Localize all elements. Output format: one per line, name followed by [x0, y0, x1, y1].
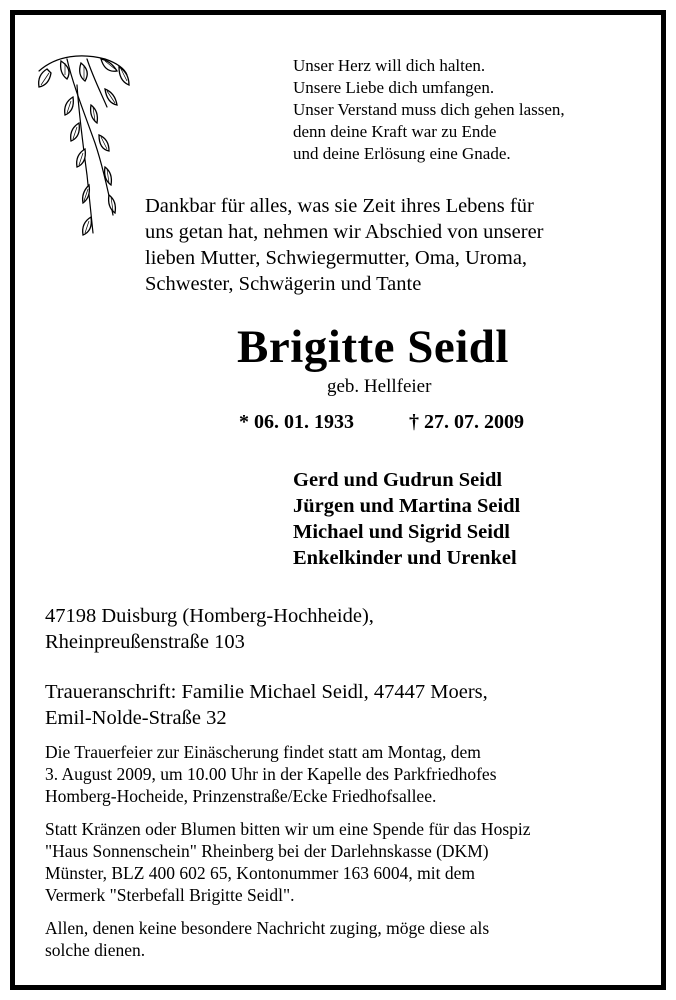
death-date: † 27. 07. 2009	[409, 411, 524, 433]
intro-line: Dankbar für alles, was sie Zeit ihres Lebens für	[145, 195, 534, 217]
donation-line: Vermerk "Sterbefall Brigitte Seidl".	[45, 885, 295, 905]
obituary-frame	[10, 10, 666, 990]
funeral-notice	[45, 741, 497, 807]
donation-line: Münster, BLZ 400 602 65, Kontonummer 163 6004, mit dem	[45, 863, 475, 883]
mourner-line: Gerd und Gudrun Seidl	[293, 469, 503, 491]
intro-line: lieben Mutter, Schwiegermutter, Oma, Uroma,	[145, 247, 528, 269]
intro-line: uns getan hat, nehmen wir Abschied von unserer	[145, 221, 544, 243]
poem-line: denn deine Kraft war zu Ende	[293, 122, 497, 141]
donation-notice	[45, 818, 531, 906]
donation-line: Statt Kränzen oder Blumen bitten wir um eine Spende für das Hospiz	[45, 819, 531, 839]
residence-address	[45, 603, 374, 655]
contact-line: Traueranschrift: Familie Michael Seidl, 47447 Moers,	[45, 681, 488, 703]
birth-date: * 06. 01. 1933	[239, 411, 354, 433]
funeral-line: Homberg-Hocheide, Prinzenstraße/Ecke Friedhofsallee.	[45, 786, 437, 806]
poem-line: Unser Verstand muss dich gehen lassen,	[293, 100, 565, 119]
mourner-line: Jürgen und Martina Seidl	[293, 495, 521, 517]
closing-note	[45, 917, 489, 961]
poem	[293, 55, 565, 165]
closing-line: Allen, denen keine besondere Nachricht zuging, möge diese als	[45, 918, 490, 938]
donation-line: "Haus Sonnenschein" Rheinberg bei der Darlehnskasse (DKM)	[45, 841, 489, 861]
mourner-line: Michael und Sigrid Seidl	[293, 521, 511, 543]
intro-text	[145, 193, 544, 297]
closing-line: solche dienen.	[45, 940, 146, 960]
poem-line: und deine Erlösung eine Gnade.	[293, 144, 511, 163]
deceased-name: Brigitte Seidl	[237, 321, 509, 373]
funeral-line: 3. August 2009, um 10.00 Uhr in der Kapelle des Parkfriedhofes	[45, 764, 497, 784]
intro-line: Schwester, Schwägerin und Tante	[145, 273, 422, 295]
address-line: Rheinpreußenstraße 103	[45, 631, 245, 653]
poem-line: Unsere Liebe dich umfangen.	[293, 78, 495, 97]
address-line: 47198 Duisburg (Homberg-Hochheide),	[45, 605, 374, 627]
mourner-line: Enkelkinder und Urenkel	[293, 547, 517, 569]
birch-branch-icon	[27, 45, 137, 245]
poem-line: Unser Herz will dich halten.	[293, 56, 486, 75]
contact-line: Emil-Nolde-Straße 32	[45, 707, 227, 729]
mourners-list	[293, 467, 520, 571]
birth-name: geb. Hellfeier	[327, 376, 432, 397]
funeral-line: Die Trauerfeier zur Einäscherung findet statt am Montag, dem	[45, 742, 481, 762]
mourning-address	[45, 679, 488, 731]
life-dates	[239, 409, 524, 435]
